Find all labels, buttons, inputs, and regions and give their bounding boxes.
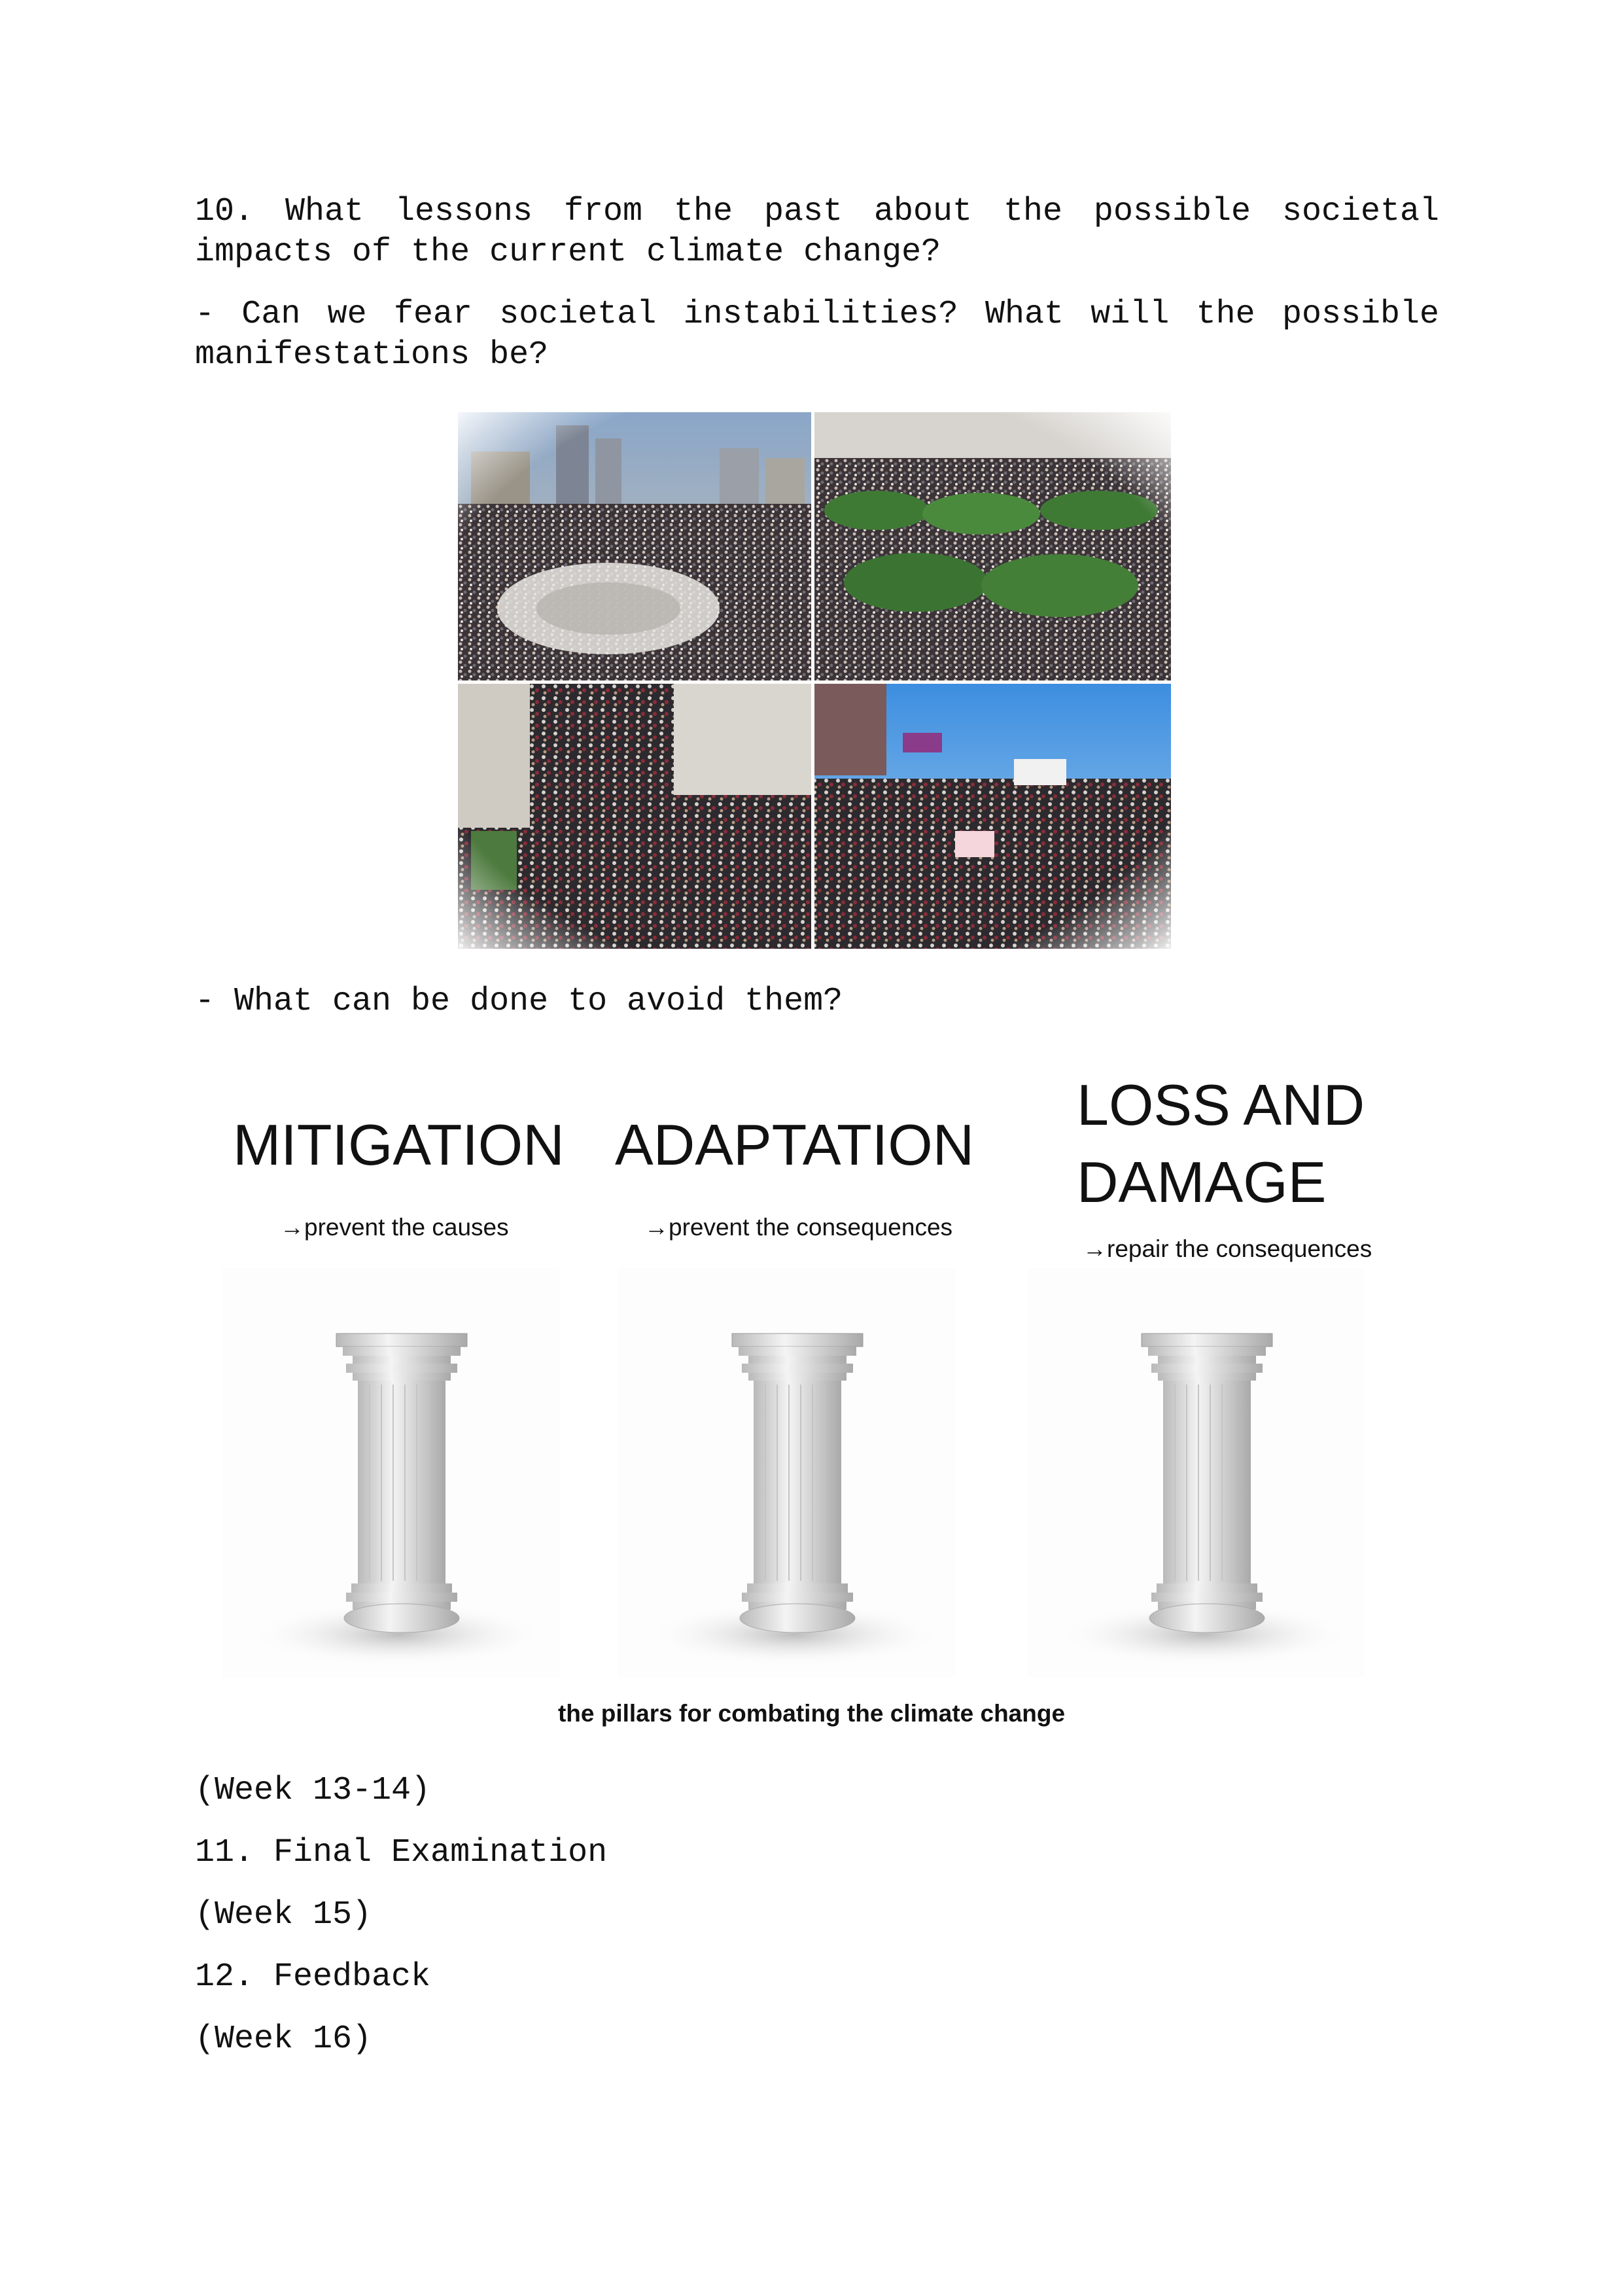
- week-16-label: (Week 16): [195, 2021, 372, 2058]
- item-feedback: 12. Feedback: [195, 1958, 431, 1996]
- pillar-subtitle-mitigation: →prevent the causes: [280, 1214, 509, 1241]
- protest-collage-image: [458, 412, 1171, 949]
- pillar-icon: [618, 1268, 955, 1677]
- pillar-icon: [1027, 1268, 1365, 1677]
- week-13-14-label: (Week 13-14): [195, 1772, 431, 1809]
- question-title: 10. What lessons from the past about the possible societal impacts of the current climate change?: [195, 193, 1439, 271]
- pillar-icon: [222, 1268, 559, 1677]
- pillar-title-mitigation: MITIGATION: [233, 1112, 565, 1177]
- pillar-subtitle-loss-and-damage: →repair the consequences: [1083, 1235, 1372, 1262]
- pillar-title-loss-and-damage-line2: DAMAGE: [1077, 1150, 1327, 1214]
- pillars-caption: the pillars for combating the climate change: [557, 1700, 1066, 1727]
- item-final-examination: 11. Final Examination: [195, 1834, 608, 1871]
- pillar-subtitle-adaptation: →prevent the consequences: [644, 1214, 953, 1241]
- question-sub-avoid: - What can be done to avoid them?: [195, 983, 843, 1020]
- pillar-title-loss-and-damage-line1: LOSS AND: [1077, 1072, 1365, 1137]
- question-sub-instabilities: - Can we fear societal instabilities? What will the possible manifestations be?: [195, 296, 1439, 374]
- pillar-title-adaptation: ADAPTATION: [615, 1112, 975, 1177]
- week-15-label: (Week 15): [195, 1896, 372, 1934]
